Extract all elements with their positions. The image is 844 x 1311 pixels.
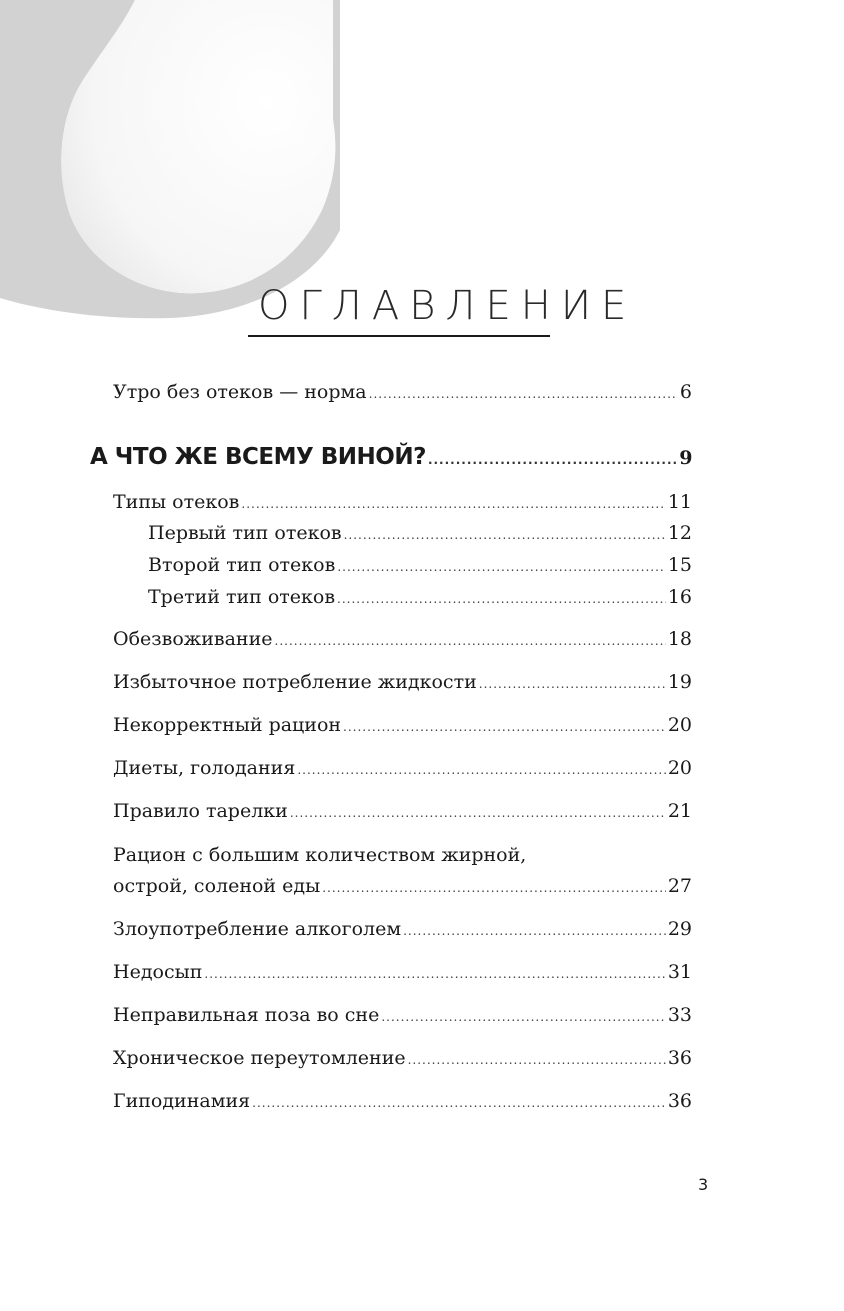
toc-entry-page: 20 bbox=[667, 757, 692, 779]
toc-subentry[interactable] bbox=[148, 585, 692, 611]
toc-entry[interactable] bbox=[113, 960, 692, 986]
toc-subentry[interactable] bbox=[148, 521, 692, 547]
leader-dots bbox=[403, 919, 666, 943]
leader-dots bbox=[408, 1048, 666, 1072]
leader-dots bbox=[337, 555, 666, 579]
toc-title: ОГЛАВЛЕНИЕ bbox=[258, 283, 637, 329]
toc-entry[interactable] bbox=[113, 1003, 692, 1029]
toc-entry[interactable] bbox=[113, 627, 692, 653]
toc-entry-label: Правило тарелки bbox=[113, 800, 288, 822]
toc-entry[interactable] bbox=[113, 756, 692, 782]
toc-entry-page: 36 bbox=[667, 1047, 692, 1069]
toc-entry-page: 33 bbox=[667, 1004, 692, 1026]
toc-entry[interactable] bbox=[113, 917, 692, 943]
toc-entry-page: 27 bbox=[667, 875, 692, 897]
leader-dots bbox=[381, 1005, 665, 1029]
toc-entry-label: Типы отеков bbox=[113, 491, 240, 513]
toc-entry-page: 29 bbox=[667, 918, 692, 940]
toc-entry[interactable] bbox=[113, 799, 692, 825]
toc-entry-label: Гиподинамия bbox=[113, 1090, 251, 1112]
toc-entry-label: Неправильная поза во сне bbox=[113, 1004, 380, 1026]
toc-section-heading[interactable] bbox=[90, 443, 692, 474]
toc-entry-label: Некорректный рацион bbox=[113, 714, 342, 736]
toc-entry-label: Хроническое переутомление bbox=[113, 1047, 406, 1069]
toc-entry[interactable] bbox=[113, 713, 692, 739]
toc-entry-page: 21 bbox=[667, 800, 692, 822]
toc-entry-label: Избыточное потребление жидкости bbox=[113, 671, 477, 693]
toc-entry-label: Обезвоживание bbox=[113, 628, 273, 650]
leader-dots bbox=[290, 801, 666, 825]
toc-entry-page: 11 bbox=[667, 491, 692, 513]
toc-entry[interactable] bbox=[113, 380, 692, 406]
toc-entry-page: 31 bbox=[667, 961, 692, 983]
toc-entry-label: острой, соленой еды bbox=[113, 875, 321, 897]
toc-entry-page: 20 bbox=[667, 714, 692, 736]
toc-entry-page: 19 bbox=[667, 671, 692, 693]
toc-entry[interactable] bbox=[113, 1089, 692, 1115]
toc-entry-label: Диеты, голодания bbox=[113, 757, 296, 779]
toc-entry-label: Недосып bbox=[113, 961, 203, 983]
leader-dots bbox=[297, 758, 666, 782]
leader-dots bbox=[369, 382, 678, 406]
toc-entry-page: 16 bbox=[667, 586, 692, 608]
toc-entry-label: Третий тип отеков bbox=[148, 586, 336, 608]
toc-entry[interactable] bbox=[113, 670, 692, 696]
leader-dots bbox=[337, 587, 666, 611]
page-number: 3 bbox=[698, 1175, 709, 1194]
toc-subentry[interactable] bbox=[148, 553, 692, 579]
toc-entry-label-line1[interactable]: Рацион с большим количеством жирной, bbox=[113, 844, 527, 866]
toc-entry-label: Второй тип отеков bbox=[148, 554, 336, 576]
toc-entry-label: Утро без отеков — норма bbox=[113, 381, 367, 403]
leader-dots bbox=[241, 492, 665, 516]
toc-entry[interactable] bbox=[113, 874, 692, 900]
toc-entry-page: 9 bbox=[679, 447, 692, 469]
toc-entry[interactable] bbox=[113, 1046, 692, 1072]
leader-dots bbox=[344, 523, 666, 547]
toc-entry[interactable] bbox=[113, 490, 692, 516]
toc-entry-page: 6 bbox=[679, 381, 692, 403]
leader-dots bbox=[252, 1091, 666, 1115]
leader-dots bbox=[428, 446, 677, 474]
toc-entry-page: 18 bbox=[667, 628, 692, 650]
leader-dots bbox=[343, 715, 666, 739]
leader-dots bbox=[204, 962, 665, 986]
leader-dots bbox=[275, 629, 666, 653]
toc-entry-page: 15 bbox=[667, 554, 692, 576]
toc-entry-label: Первый тип отеков bbox=[148, 522, 342, 544]
toc-entry-page: 12 bbox=[667, 522, 692, 544]
toc-entry-page: 36 bbox=[667, 1090, 692, 1112]
toc-section-label: А ЧТО ЖЕ ВСЕМУ ВИНОЙ? bbox=[90, 444, 426, 470]
toc-entry-label: Злоупотребление алкоголем bbox=[113, 918, 402, 940]
leader-dots bbox=[479, 672, 666, 696]
leader-dots bbox=[322, 876, 666, 900]
